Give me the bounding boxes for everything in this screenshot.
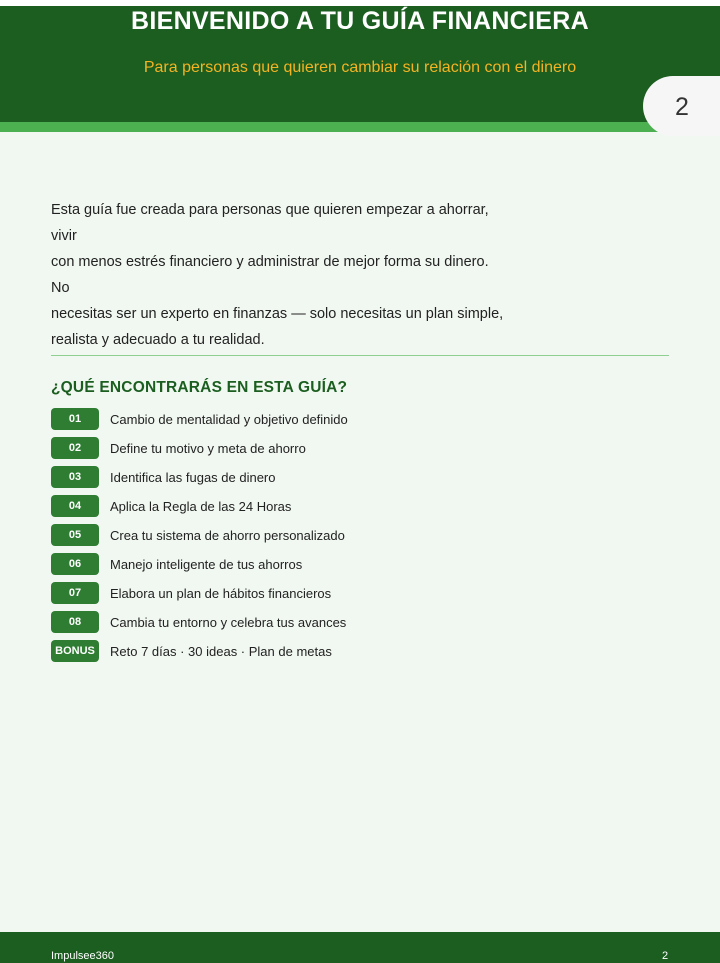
- accent-bar: [0, 122, 720, 132]
- table-of-contents: [51, 408, 671, 669]
- intro-line: realista y adecuado a tu realidad.: [51, 332, 265, 348]
- toc-item-label: Elabora un plan de hábitos financieros: [110, 586, 332, 601]
- toc-item: [51, 466, 671, 495]
- toc-item-label: Aplica la Regla de las 24 Horas: [110, 499, 292, 514]
- toc-number-badge: 07: [51, 582, 99, 604]
- toc-item: [51, 524, 671, 553]
- page-number-tab: [643, 76, 720, 136]
- toc-item: [51, 408, 671, 437]
- header-banner: [0, 6, 720, 122]
- footer-page-number: 2: [662, 950, 669, 962]
- toc-item-label: Define tu motivo y meta de ahorro: [110, 441, 306, 456]
- intro-paragraph: [51, 197, 511, 353]
- footer-brand: Impulsee360: [51, 950, 114, 962]
- toc-item: [51, 437, 671, 466]
- section-divider: [51, 355, 669, 356]
- toc-item: [51, 582, 671, 611]
- toc-item: [51, 553, 671, 582]
- toc-item-label: Crea tu sistema de ahorro personalizado: [110, 528, 345, 543]
- toc-number-badge: 01: [51, 408, 99, 430]
- intro-line: necesitas ser un experto en finanzas — solo necesitas un plan simple,: [51, 306, 504, 322]
- toc-item-label: Reto 7 días · 30 ideas · Plan de metas: [110, 644, 332, 659]
- toc-number-badge: 05: [51, 524, 99, 546]
- toc-number-badge: 08: [51, 611, 99, 633]
- toc-number-badge: 06: [51, 553, 99, 575]
- toc-item: [51, 495, 671, 524]
- toc-number-badge: 04: [51, 495, 99, 517]
- toc-item-label: Cambio de mentalidad y objetivo definido: [110, 412, 348, 427]
- footer-bar: [0, 932, 720, 963]
- intro-line: Esta guía fue creada para personas que quieren empezar a ahorrar, vivir: [51, 202, 489, 244]
- toc-item: [51, 611, 671, 640]
- toc-bonus-badge: BONUS: [51, 640, 99, 662]
- toc-number-badge: 03: [51, 466, 99, 488]
- intro-line: con menos estrés financiero y administrar de mejor forma su dinero. No: [51, 254, 489, 296]
- page-title: BIENVENIDO A TU GUÍA FINANCIERA: [131, 7, 589, 35]
- toc-item-label: Cambia tu entorno y celebra tus avances: [110, 615, 347, 630]
- toc-item-bonus: [51, 640, 671, 669]
- page-subtitle: Para personas que quieren cambiar su relación con el dinero: [143, 59, 577, 76]
- toc-item-label: Identifica las fugas de dinero: [110, 470, 276, 485]
- section-title: ¿QUÉ ENCONTRARÁS EN ESTA GUÍA?: [51, 379, 348, 396]
- toc-item-label: Manejo inteligente de tus ahorros: [110, 557, 303, 572]
- page-number-tab-label: 2: [675, 93, 689, 121]
- toc-number-badge: 02: [51, 437, 99, 459]
